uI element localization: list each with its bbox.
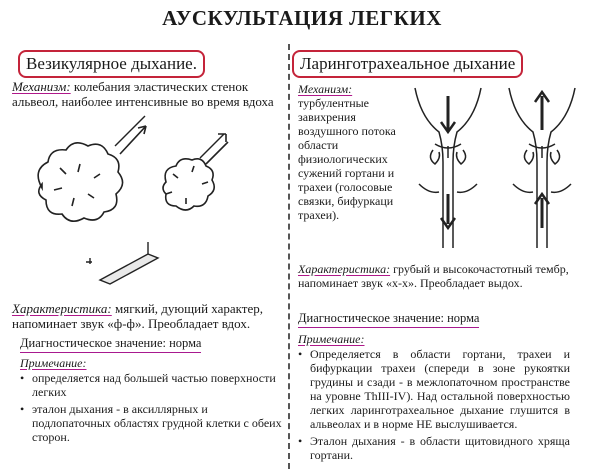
laryngotracheal-mechanism-line: трахеи). [298,208,340,222]
vesicular-heading: Везикулярное дыхание. [18,50,205,78]
laryngotracheal-mechanism-line: трахеи (голосовые [298,180,393,194]
laryngotracheal-mechanism-line: турбулентные [298,96,369,110]
vesicular-mechanism-label: Механизм: [12,79,71,94]
laryngotracheal-mechanism-line: физиологических [298,152,388,166]
laryngotracheal-note-item: • Эталон дыхания - в области щитовидного хряща гортани. [298,434,570,462]
page-title: АУСКУЛЬТАЦИЯ ЛЕГКИХ [162,6,442,30]
vesicular-characteristic [12,301,284,331]
laryngotracheal-characteristic-text-rest: тембр, напоминает звук «х-х». Преобладает выдох. [298,262,569,290]
column-divider [288,44,290,469]
vesicular-note-item: • определяется над большей частью поверхности легких [20,371,284,399]
laryngotracheal-mechanism-line: области [298,138,339,152]
laryngotracheal-notes [298,332,570,465]
laryngotracheal-mechanism-label: Механизм: [298,82,353,96]
laryngotracheal-note-label: Примечание: [298,332,365,346]
vesicular-characteristic-text-rest: напоминает звук «ф-ф». Преобладает вдох. [12,316,251,331]
laryngotracheal-mechanism-line: связки, бифуркаци [298,194,394,208]
laryngotracheal-characteristic-text-first: грубый и высокочастотный [393,262,533,276]
vesicular-mechanism-text-rest: стенок альвеол, наиболее интенсивные во время вдоха [12,79,274,109]
alveoli-illustration [20,128,260,238]
vesicular-diagnostic: Диагностическое значение: норма [20,336,201,353]
laryngotracheal-characteristic-label: Характеристика: [298,262,391,276]
membrane-sketch [90,238,170,288]
vesicular-mechanism [12,79,284,109]
vesicular-note-item: • эталон дыхания - в аксиллярных и подлопаточных областях грудной клетки с обеих сторон. [20,402,284,444]
larynx-illustration [405,84,595,254]
laryngotracheal-characteristic [298,262,596,290]
vesicular-notes [20,356,284,447]
laryngotracheal-mechanism-line: сужений гортани и [298,166,395,180]
laryngotracheal-heading: Ларинготрахеальное дыхание [292,50,523,78]
vesicular-characteristic-label: Характеристика: [12,301,112,316]
vesicular-note-label: Примечание: [20,356,87,370]
vesicular-mechanism-text-first: колебания эластических [73,79,208,94]
laryngotracheal-mechanism-line: воздушного потока [298,124,396,138]
laryngotracheal-note-item: • Определяется в области гортани, трахеи и бифуркации трахеи (спереди в зоне рукоятки грудины и сзади - в межлопаточном пространстве на уровне ThIII-IV). Над остальной поверхностью легких ларинготрахеальное дыхание глушится в альвеолах и в норме НЕ выслушивается. [298,347,570,431]
vesicular-characteristic-text-first: мягкий, дующий характер, [115,301,263,316]
laryngotracheal-diagnostic: Диагностическое значение: норма [298,311,479,328]
laryngotracheal-mechanism [298,82,408,222]
laryngotracheal-mechanism-line: завихрения [298,110,356,124]
